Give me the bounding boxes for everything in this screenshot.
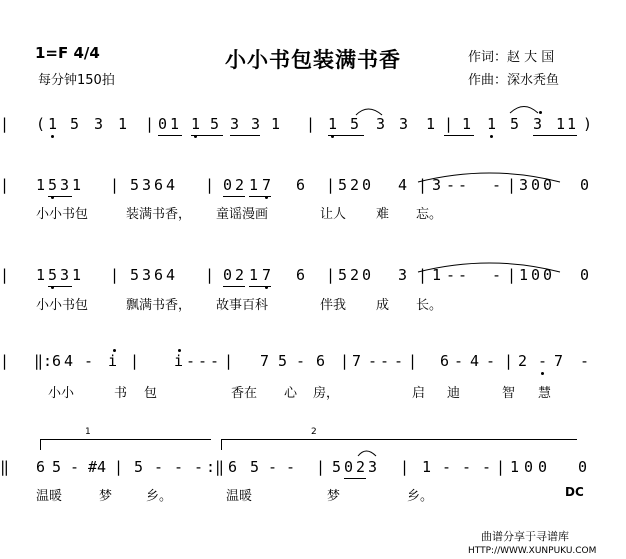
note: 3 bbox=[519, 176, 529, 194]
key-signature: 1=F 4/4 bbox=[35, 44, 100, 62]
note: 1 bbox=[249, 266, 259, 284]
note: 0 bbox=[538, 458, 548, 476]
note: 5 bbox=[278, 352, 288, 370]
note: 6 bbox=[154, 176, 164, 194]
note: i bbox=[108, 352, 118, 370]
barline: ‖ bbox=[0, 458, 10, 476]
barline: | bbox=[418, 266, 428, 284]
note: 1 bbox=[422, 458, 432, 476]
slur-arc bbox=[418, 173, 560, 182]
barline: | bbox=[444, 115, 454, 133]
note: - bbox=[194, 458, 204, 476]
note: 3 bbox=[94, 115, 104, 133]
note: 1 bbox=[118, 115, 128, 133]
note: 1 bbox=[271, 115, 281, 133]
note: 6 bbox=[228, 458, 238, 476]
note: 4 bbox=[470, 352, 480, 370]
barline: | bbox=[316, 458, 326, 476]
lyric: 伴我 bbox=[320, 298, 347, 313]
note: 6 bbox=[316, 352, 326, 370]
note: 5 bbox=[134, 458, 144, 476]
note: 2 bbox=[518, 352, 528, 370]
note: 6 bbox=[52, 352, 62, 370]
lyric: 梦 bbox=[327, 489, 341, 504]
note: 5 bbox=[130, 266, 140, 284]
barline: | bbox=[504, 352, 514, 370]
lyric: 难 bbox=[376, 207, 390, 222]
note: - bbox=[70, 458, 80, 476]
note: 0 bbox=[524, 458, 534, 476]
barline: | bbox=[400, 458, 410, 476]
note: ) bbox=[583, 115, 593, 133]
note: 3 bbox=[142, 176, 152, 194]
note: 3 bbox=[399, 115, 409, 133]
note: 3 bbox=[398, 266, 408, 284]
note: 5 bbox=[250, 458, 260, 476]
note: 4 bbox=[398, 176, 408, 194]
note: 2 bbox=[350, 266, 360, 284]
barline: | bbox=[130, 352, 140, 370]
lyric: 迪 bbox=[447, 386, 461, 401]
note: 3 bbox=[376, 115, 386, 133]
barline: | bbox=[0, 115, 10, 133]
note: - bbox=[394, 352, 404, 370]
lyric: 慧 bbox=[538, 386, 552, 401]
note: - bbox=[268, 458, 278, 476]
note: 7 bbox=[262, 266, 272, 284]
note: 5 bbox=[130, 176, 140, 194]
barline: | bbox=[326, 266, 336, 284]
slur-arc bbox=[510, 107, 538, 114]
lyric: 小小书包 bbox=[36, 207, 89, 222]
note: - bbox=[446, 176, 456, 194]
note: 1 bbox=[36, 266, 46, 284]
note: - bbox=[154, 458, 164, 476]
note: 3 bbox=[60, 176, 70, 194]
note: i bbox=[174, 352, 184, 370]
barline: | bbox=[0, 266, 10, 284]
note: 0 bbox=[580, 266, 590, 284]
lyric: 小小 bbox=[48, 386, 75, 401]
note: 1 bbox=[249, 176, 259, 194]
note: - bbox=[492, 266, 502, 284]
dc-marking: DC bbox=[565, 485, 584, 499]
note: 7 bbox=[352, 352, 362, 370]
note: - bbox=[296, 352, 306, 370]
barline: | bbox=[145, 115, 155, 133]
note: - bbox=[174, 458, 184, 476]
note: 1 bbox=[556, 115, 566, 133]
note: 0 bbox=[223, 266, 233, 284]
barline: | bbox=[326, 176, 336, 194]
barline: | bbox=[0, 176, 10, 194]
note: - bbox=[446, 266, 456, 284]
note: 0 bbox=[158, 115, 168, 133]
note: 1 bbox=[519, 266, 529, 284]
note: 6 bbox=[154, 266, 164, 284]
note: 6 bbox=[36, 458, 46, 476]
note: 2 bbox=[235, 266, 245, 284]
note: 1 bbox=[36, 176, 46, 194]
note: - bbox=[458, 266, 468, 284]
lyric: 小小书包 bbox=[36, 298, 89, 313]
barline: | bbox=[110, 176, 120, 194]
note: #4 bbox=[88, 458, 107, 476]
note: - bbox=[442, 458, 452, 476]
footer-text: 曲谱分享于寻谱库 bbox=[481, 530, 569, 543]
note: 4 bbox=[166, 266, 176, 284]
note: 0 bbox=[531, 176, 541, 194]
volta-1-number: 1 bbox=[85, 427, 91, 437]
note: 5 bbox=[48, 176, 58, 194]
note: 3 bbox=[533, 115, 543, 133]
lyric: 乡。 bbox=[407, 489, 434, 504]
barline: | bbox=[0, 352, 10, 370]
slur-arc bbox=[358, 451, 376, 456]
barline: | bbox=[205, 176, 215, 194]
lyric: 梦 bbox=[99, 489, 113, 504]
note: - bbox=[84, 352, 94, 370]
lyric: 书 bbox=[114, 386, 128, 401]
note: - bbox=[368, 352, 378, 370]
lyric: 房， bbox=[313, 386, 340, 401]
barline: | bbox=[408, 352, 418, 370]
note: - bbox=[454, 352, 464, 370]
lyric: 心 bbox=[284, 386, 298, 401]
note: - bbox=[186, 352, 196, 370]
lyric: 乡。 bbox=[146, 489, 173, 504]
lyric: 香在 bbox=[231, 386, 258, 401]
note: 6 bbox=[296, 266, 306, 284]
lyric: 忘。 bbox=[416, 207, 443, 222]
barline: | bbox=[340, 352, 350, 370]
note: 6 bbox=[296, 176, 306, 194]
note: - bbox=[198, 352, 208, 370]
note: - bbox=[458, 176, 468, 194]
note: - bbox=[538, 352, 548, 370]
note: 1 bbox=[72, 266, 82, 284]
note: 6 bbox=[440, 352, 450, 370]
barline: :‖ bbox=[206, 458, 225, 476]
note: 5 bbox=[52, 458, 62, 476]
note: 1 bbox=[328, 115, 338, 133]
note: 5 bbox=[350, 115, 360, 133]
lyricist-credit: 作词：赵 大 国 bbox=[468, 50, 555, 65]
note: 2 bbox=[356, 458, 366, 476]
note: 0 bbox=[531, 266, 541, 284]
note: 1 bbox=[72, 176, 82, 194]
lyric: 让人 bbox=[320, 207, 347, 222]
note: 7 bbox=[262, 176, 272, 194]
note: 5 bbox=[210, 115, 220, 133]
slur-arc bbox=[418, 263, 560, 272]
note: - bbox=[482, 458, 492, 476]
note: 1 bbox=[426, 115, 436, 133]
lyric: 长。 bbox=[416, 298, 443, 313]
footer-url: HTTP://WWW.XUNPUKU.COM bbox=[468, 546, 597, 556]
lyric: 温暖 bbox=[36, 489, 63, 504]
note: 4 bbox=[166, 176, 176, 194]
note: ( bbox=[36, 115, 46, 133]
lyric: 童谣漫画 bbox=[216, 207, 269, 222]
lyric: 成 bbox=[376, 298, 390, 313]
note: 1 bbox=[170, 115, 180, 133]
lyric: 飘满书香， bbox=[126, 298, 192, 313]
note: - bbox=[580, 352, 590, 370]
note: 5 bbox=[510, 115, 520, 133]
note: 5 bbox=[332, 458, 342, 476]
barline: | bbox=[205, 266, 215, 284]
note: 3 bbox=[60, 266, 70, 284]
note: 1 bbox=[48, 115, 58, 133]
note: 1 bbox=[487, 115, 497, 133]
lyric: 故事百科 bbox=[216, 298, 269, 313]
lyric: 包 bbox=[144, 386, 158, 401]
barline: | bbox=[507, 266, 517, 284]
barline: | bbox=[306, 115, 316, 133]
note: - bbox=[462, 458, 472, 476]
song-title: 小小书包装满书香 bbox=[225, 48, 401, 72]
note: 0 bbox=[223, 176, 233, 194]
note: 1 bbox=[191, 115, 201, 133]
note: 1 bbox=[567, 115, 577, 133]
tempo-marking: 每分钟150拍 bbox=[38, 73, 115, 88]
barline: | bbox=[507, 176, 517, 194]
note: 1 bbox=[432, 266, 442, 284]
note: 5 bbox=[70, 115, 80, 133]
note: 5 bbox=[338, 176, 348, 194]
note: 0 bbox=[543, 176, 553, 194]
note: 3 bbox=[432, 176, 442, 194]
barline: ‖: bbox=[34, 352, 53, 370]
note: - bbox=[210, 352, 220, 370]
note: 3 bbox=[251, 115, 261, 133]
slur-arc bbox=[356, 109, 382, 115]
note: - bbox=[286, 458, 296, 476]
note: 3 bbox=[142, 266, 152, 284]
note: 2 bbox=[350, 176, 360, 194]
note: 0 bbox=[543, 266, 553, 284]
barline: | bbox=[110, 266, 120, 284]
note: 1 bbox=[462, 115, 472, 133]
barline: | bbox=[496, 458, 506, 476]
note: 7 bbox=[260, 352, 270, 370]
note: 0 bbox=[362, 176, 372, 194]
barline: | bbox=[114, 458, 124, 476]
note: 0 bbox=[344, 458, 354, 476]
note: 5 bbox=[338, 266, 348, 284]
note: 0 bbox=[578, 458, 588, 476]
note: - bbox=[492, 176, 502, 194]
composer-credit: 作曲：深水秃鱼 bbox=[468, 73, 560, 88]
lyric: 装满书香， bbox=[126, 207, 192, 222]
note: 4 bbox=[64, 352, 74, 370]
lyric: 温暖 bbox=[226, 489, 253, 504]
note: 2 bbox=[235, 176, 245, 194]
barline: | bbox=[418, 176, 428, 194]
note: - bbox=[486, 352, 496, 370]
note: 7 bbox=[554, 352, 564, 370]
lyric: 启 bbox=[412, 386, 426, 401]
note: 1 bbox=[510, 458, 520, 476]
note: 0 bbox=[580, 176, 590, 194]
note: 3 bbox=[230, 115, 240, 133]
lyric: 智 bbox=[502, 386, 516, 401]
note: 5 bbox=[48, 266, 58, 284]
note: 3 bbox=[368, 458, 378, 476]
volta-2-number: 2 bbox=[311, 427, 317, 437]
note: - bbox=[380, 352, 390, 370]
barline: | bbox=[224, 352, 234, 370]
note: 0 bbox=[362, 266, 372, 284]
